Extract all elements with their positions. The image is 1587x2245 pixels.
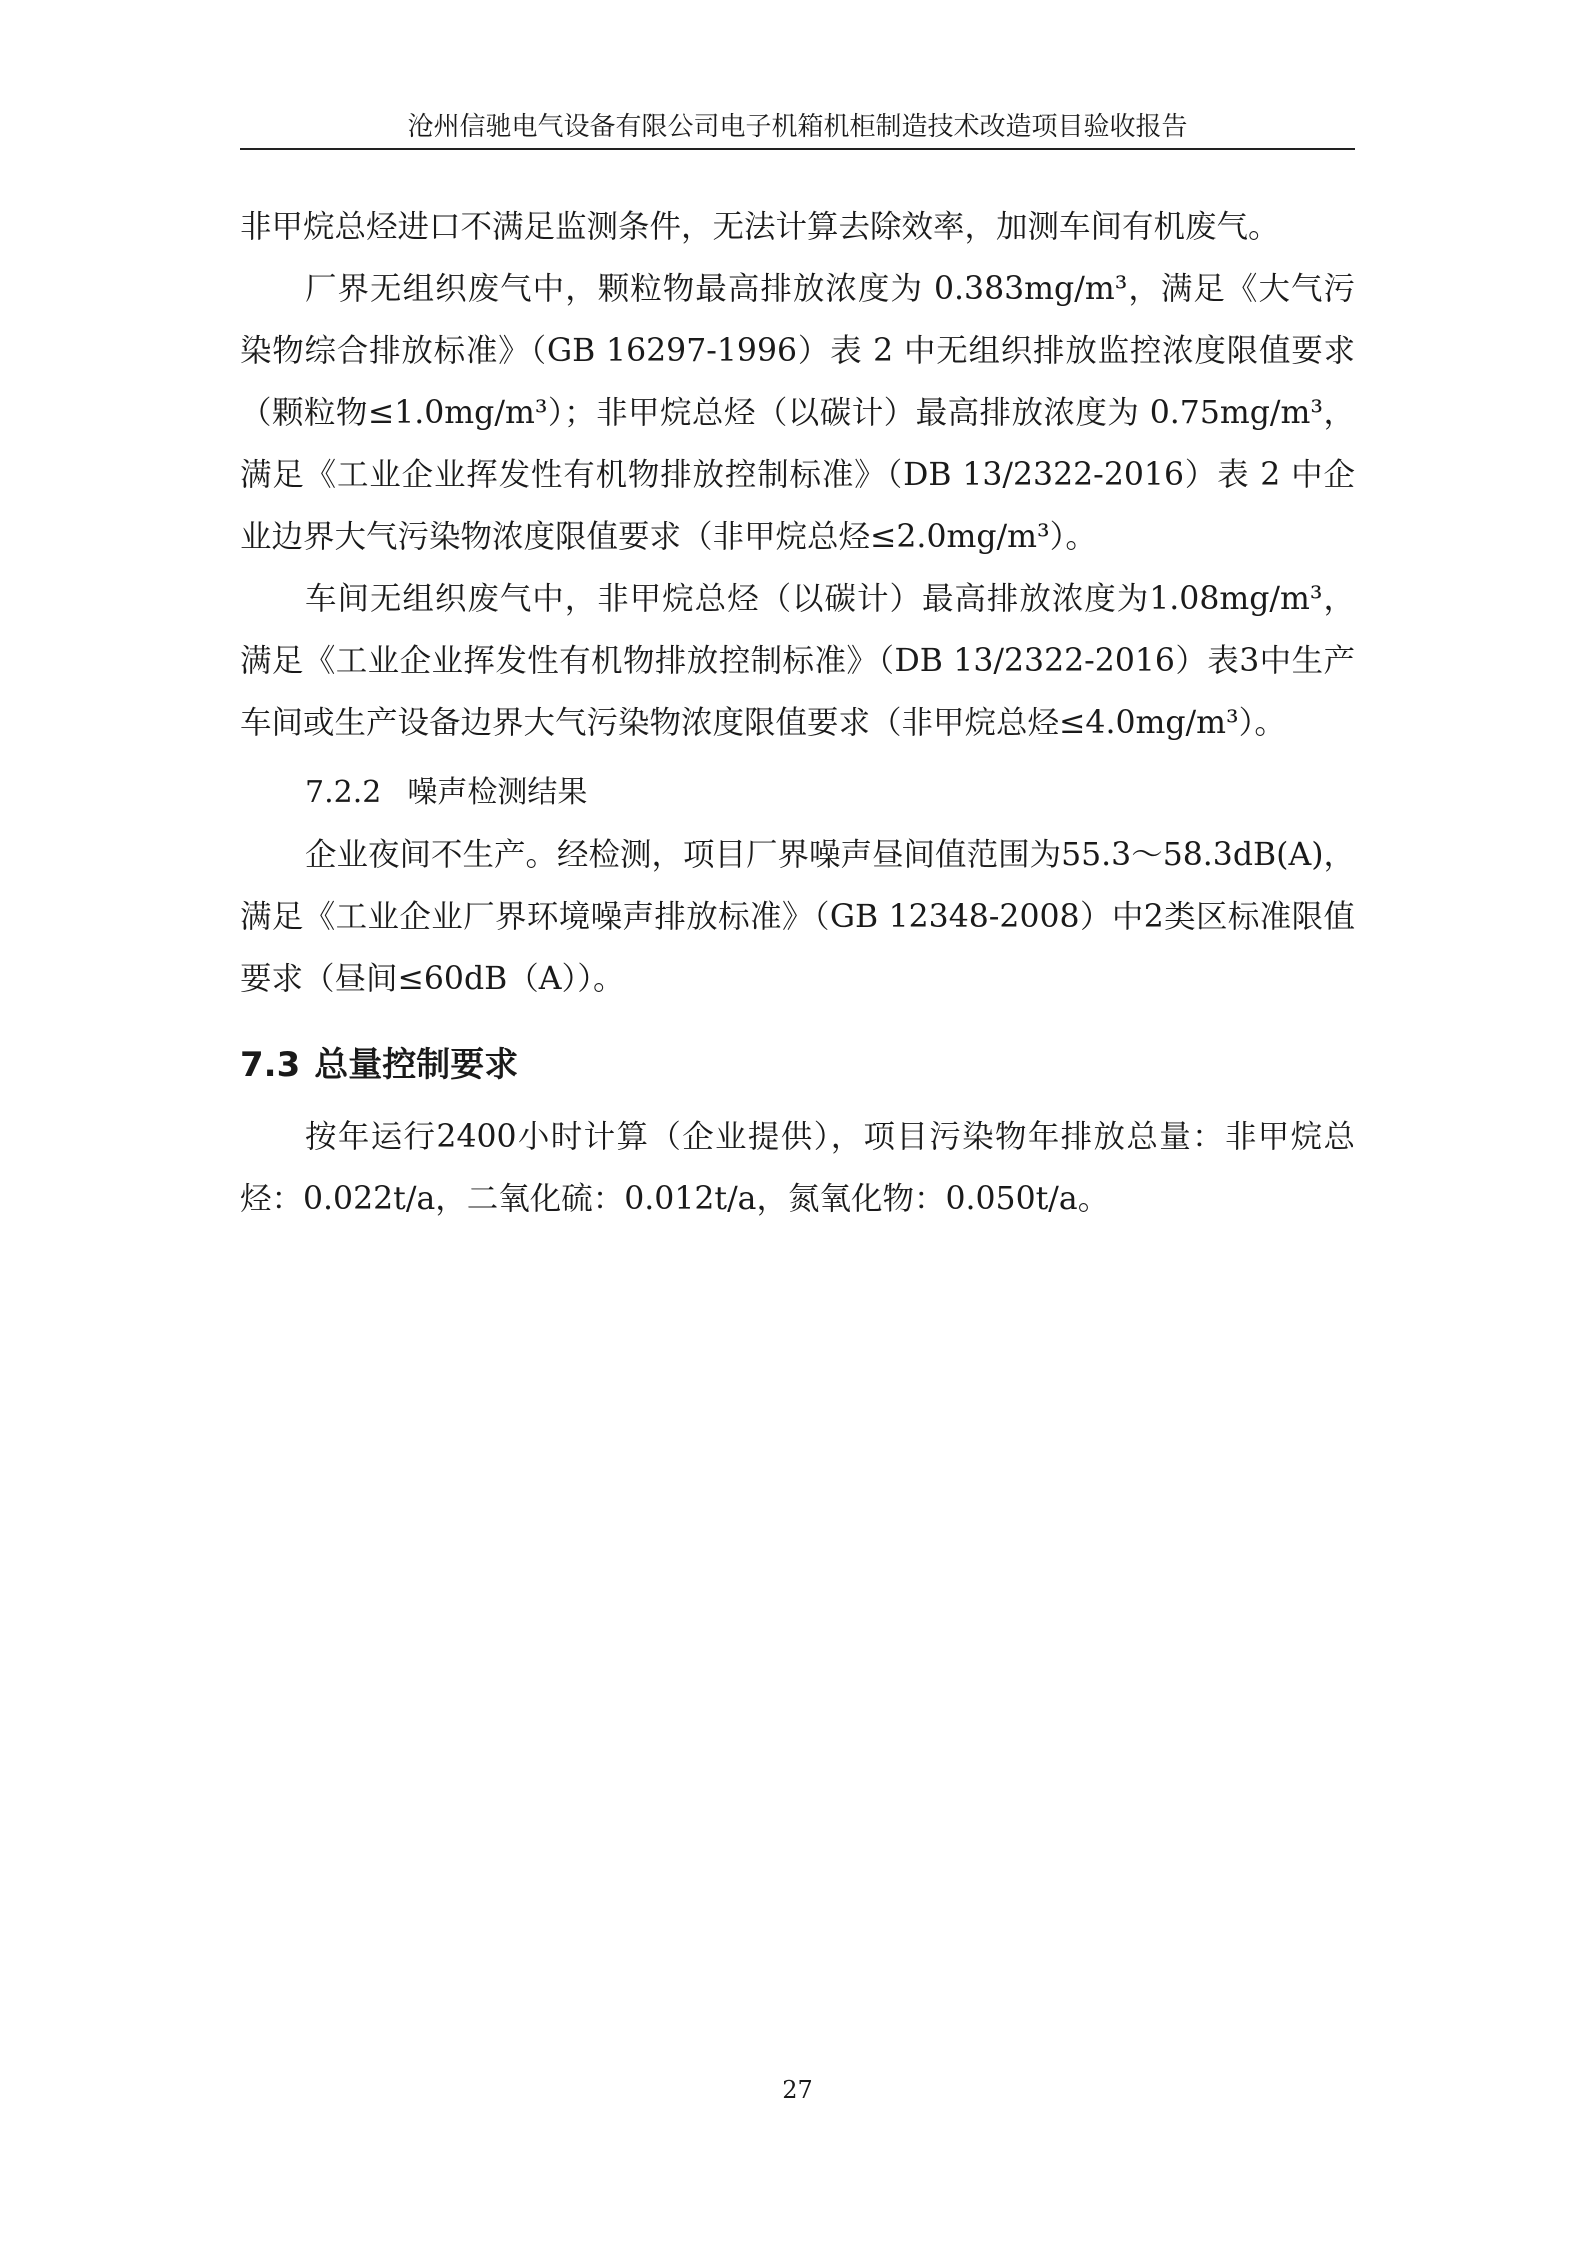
paragraph-workshop-emissions: 车间无组织废气中，非甲烷总烃（以碳计）最高排放浓度为1.08mg/m³，满足《工业企业挥发性有机物排放控制标准》（DB 13/2322-2016）表3中生产车间或生产设备边界大气污染物浓度限值要求（非甲烷总烃≤4.0mg/m³）。 bbox=[240, 581, 1355, 741]
subsection-title: 噪声检测结果 bbox=[407, 775, 588, 810]
paragraph-total-emissions: 按年运行2400小时计算（企业提供），项目污染物年排放总量：非甲烷总烃：0.022t/a，二氧化硫：0.012t/a，氮氧化物：0.050t/a。 bbox=[240, 1119, 1355, 1217]
paragraph-noise-results: 企业夜间不生产。经检测，项目厂界噪声昼间值范围为55.3～58.3dB(A)，满足《工业企业厂界环境噪声排放标准》（GB 12348-2008）中2类区标准限值要求（昼间≤60dB（A））。 bbox=[240, 837, 1355, 997]
subsection-number: 7.2.2 bbox=[305, 775, 382, 810]
paragraph-nmhc-inlet: 非甲烷总烃进口不满足监测条件，无法计算去除效率，加测车间有机废气。 bbox=[240, 209, 1280, 245]
subsection-heading-7-2-2 bbox=[240, 762, 1355, 824]
document-body bbox=[240, 196, 1355, 1230]
header-rule bbox=[240, 148, 1355, 150]
paragraph-boundary-emissions: 厂界无组织废气中，颗粒物最高排放浓度为 0.383mg/m³，满足《大气污染物综合排放标准》（GB 16297-1996）表 2 中无组织排放监控浓度限值要求（颗粒物≤1.0mg/m³）；非甲烷总烃（以碳计）最高排放浓度为 0.75mg/m³，满足《工业企业挥发性有机物排放控制标准》（DB 13/2322-2016）表 2 中企业边界大气污染物浓度限值要求（非甲烷总烃≤2.0mg/m³）。 bbox=[240, 271, 1355, 555]
page-number: 27 bbox=[782, 2076, 813, 2104]
section-number: 7.3 bbox=[240, 1045, 301, 1085]
section-title: 总量控制要求 bbox=[314, 1045, 519, 1085]
running-header: 沧州信驰电气设备有限公司电子机箱机柜制造技术改造项目验收报告 bbox=[407, 112, 1188, 142]
section-heading-7-3 bbox=[240, 1034, 1355, 1096]
